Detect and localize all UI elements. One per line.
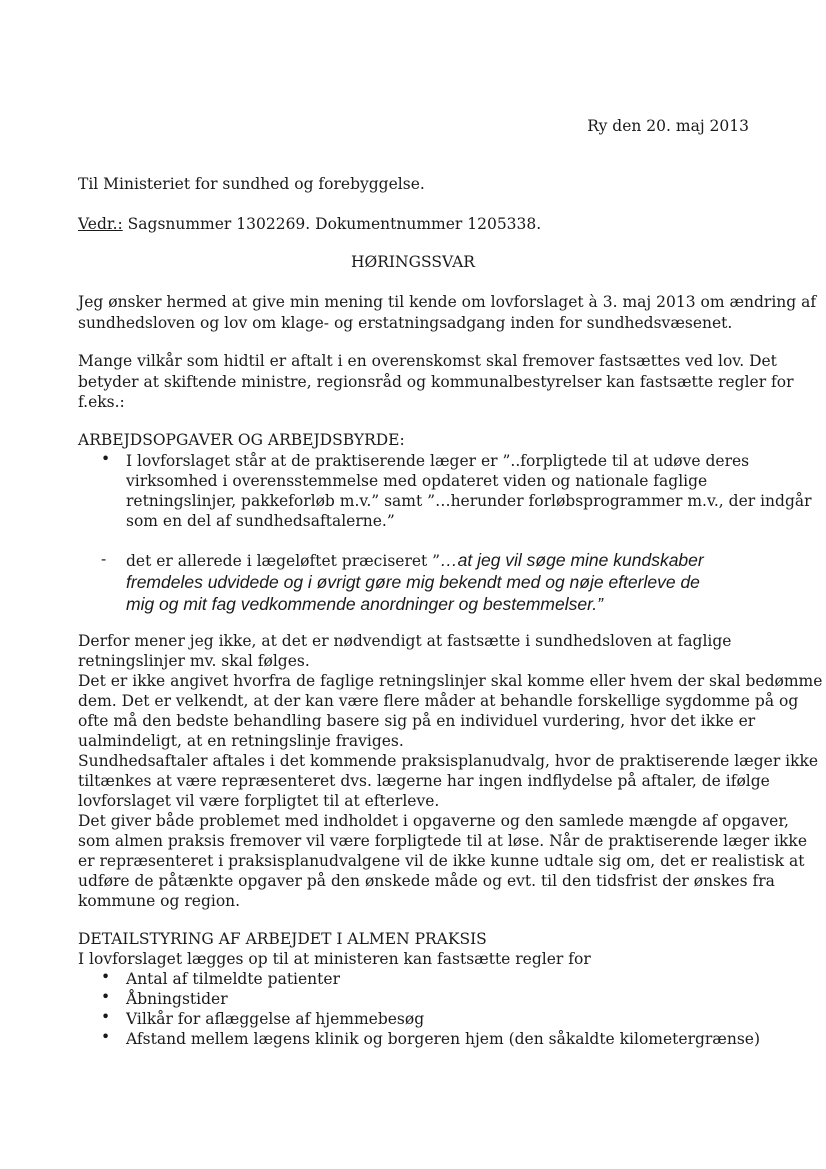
reference-text: Sagsnummer 1302269. Dokumentnummer 1205338. (122, 215, 542, 233)
paragraph-line: betyder at skiftende ministre, regionsråd og kommunalbestyrelser kan fastsætte regler for (78, 373, 794, 391)
body-line: kommune og region. (78, 892, 241, 910)
body-line: Det er ikke angivet hvorfra de faglige retningslinjer skal komme eller hvem der skal bedømme (78, 672, 823, 690)
recipient-line: Til Ministeriet for sundhed og forebyggelse. (78, 175, 425, 193)
body-line: Derfor mener jeg ikke, at det er nødvendigt at fastsætte i sundhedsloven at faglige (78, 632, 732, 650)
bullet-marker: • (101, 450, 111, 468)
body-line: udføre de påtænkte opgaver på den ønskede måde og evt. til den tidsfrist der ønskes fra (78, 872, 775, 890)
paragraph-line: f.eks.: (78, 393, 125, 411)
document-heading: HØRINGSSVAR (351, 253, 475, 271)
paragraph-line: Mange vilkår som hidtil er aftalt i en overenskomst skal fremover fastsættes ved lov. Det (78, 352, 777, 370)
dash-prefix: det er allerede i lægeløftet præciseret ” (126, 552, 441, 570)
intro-line: Jeg ønsker hermed at give min mening til kende om lovforslaget à 3. maj 2013 om ændring af (78, 293, 817, 311)
section-title-micromanagement: DETAILSTYRING AF ARBEJDET I ALMEN PRAKSIS (78, 930, 487, 948)
list-item: Antal af tilmeldte patienter (126, 970, 340, 988)
body-line: ualmindeligt, at en retningslinje fraviges. (78, 732, 404, 750)
bullet-text-line: virksomhed i overensstemmelse med opdateret viden og nationale faglige (126, 472, 708, 490)
body-line: dem. Det er velkendt, at der kan være flere måder at behandle forskellige sygdomme på og (78, 692, 799, 710)
body-line: som almen praksis fremover vil være forpligtede til at løse. Når de praktiserende læger ikke (78, 832, 807, 850)
list-item: Åbningstider (126, 990, 228, 1008)
letter-date: Ry den 20. maj 2013 (587, 117, 749, 135)
body-line: tiltænkes at være repræsenteret dvs. lægerne har ingen indflydelse på aftaler, de ifølge (78, 772, 770, 790)
body-line: Sundhedsaftaler aftales i det kommende praksisplanudvalg, hvor de praktiserende læger ikke (78, 752, 819, 770)
intro-line: sundhedsloven og lov om klage- og erstatningsadgang inden for sundhedsvæsenet. (78, 314, 733, 332)
bullet-marker: • (101, 988, 111, 1006)
oath-quote-line: mig og mit fag vedkommende anordninger og bestemmelser.” (126, 594, 603, 614)
bullet-marker: • (101, 1028, 111, 1046)
bullet-text-line: som en del af sundhedsaftalerne.” (126, 512, 395, 530)
bullet-marker: • (101, 1008, 111, 1026)
oath-quote-start: …at jeg vil søge mine kundskaber (440, 550, 704, 570)
section-title-workload: ARBEJDSOPGAVER OG ARBEJDSBYRDE: (78, 431, 405, 449)
oath-quote-line: fremdeles udvidede og i øvrigt gøre mig bekendt med og nøje efterleve de (126, 572, 700, 592)
bullet-text-line: retningslinjer, pakkeforløb m.v.” samt ”…herunder forløbsprogrammer m.v., der indgår (126, 492, 812, 510)
dash-text-line (126, 550, 704, 571)
body-line: retningslinjer mv. skal følges. (78, 652, 310, 670)
body-line: lovforslaget vil være forpligtet til at efterleve. (78, 792, 440, 810)
reference-label: Vedr.: (78, 215, 123, 233)
dash-marker: - (101, 550, 107, 568)
bullet-text-line: I lovforslaget står at de praktiserende læger er ”..forpligtede til at udøve deres (126, 452, 750, 470)
body-line: er repræsenteret i praksisplanudvalgene vil de ikke kunne udtale sig om, det er realistisk at (78, 852, 805, 870)
reference-line (78, 214, 541, 234)
body-line: ofte må den bedste behandling basere sig på en individuel vurdering, hvor det ikke er (78, 712, 756, 730)
section-intro: I lovforslaget lægges op til at ministeren kan fastsætte regler for (78, 950, 591, 968)
bullet-marker: • (101, 968, 111, 986)
body-line: Det giver både problemet med indholdet i opgaverne og den samlede mængde af opgaver, (78, 812, 789, 830)
list-item: Vilkår for aflæggelse af hjemmebesøg (126, 1010, 425, 1028)
list-item: Afstand mellem lægens klinik og borgeren hjem (den såkaldte kilometergrænse) (126, 1030, 761, 1048)
